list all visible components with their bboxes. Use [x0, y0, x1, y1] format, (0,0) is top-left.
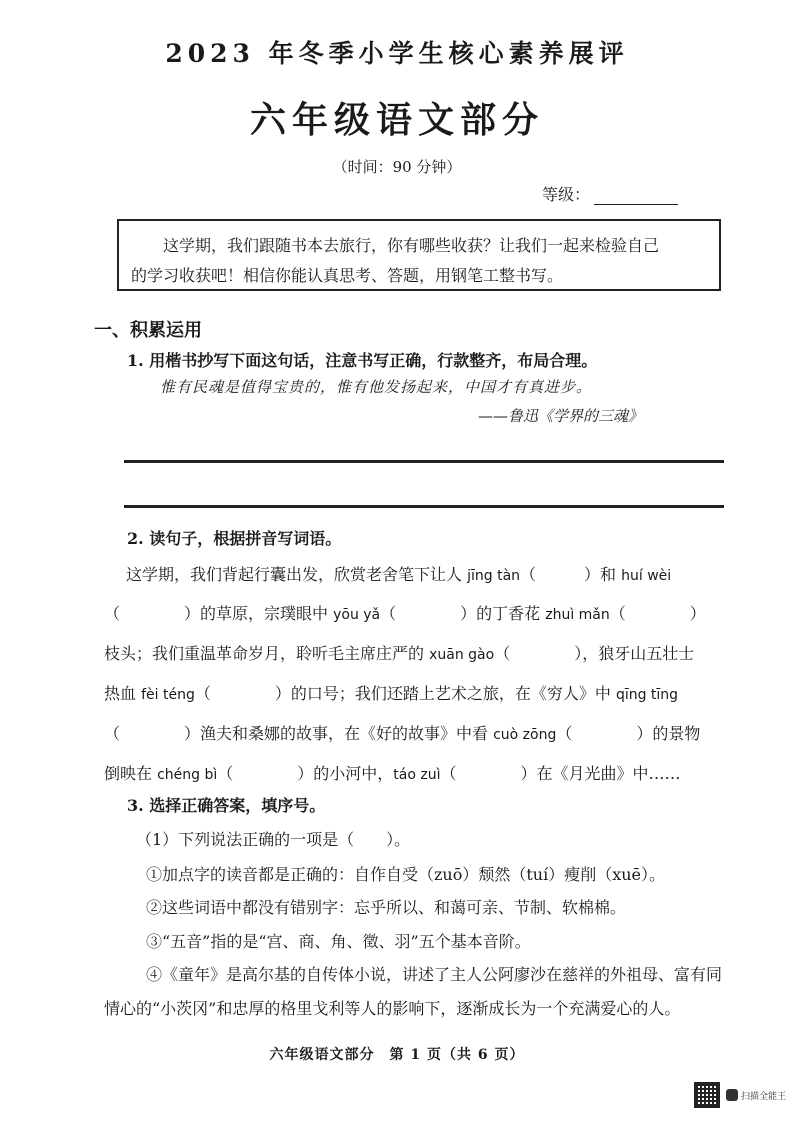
quote-text: 惟有民魂是值得宝贵的，惟有他发扬起来，中国才有真进步。 — [160, 378, 593, 396]
intro-box — [117, 219, 721, 291]
answer-blank[interactable]: （ ）在《月光曲》中…… — [440, 764, 681, 783]
grade-field — [542, 182, 678, 205]
grade-blank[interactable] — [594, 188, 678, 205]
passage-line-6: 倒映在 chéng bì（ ）的小河中，táo zuì（ ）在《月光曲》中…… — [104, 764, 681, 783]
intro-line-1: 这学期，我们跟随书本去旅行，你有哪些收获？让我们一起来检验自己 — [163, 236, 660, 255]
answer-blank[interactable]: （ ），狼牙山五壮士 — [494, 644, 695, 663]
pinyin-word: yōu yǎ — [333, 607, 381, 623]
scanner-logo-icon — [726, 1089, 738, 1101]
answer-blank[interactable]: （ ）的口号；我们还踏上艺术之旅，在《穷人》中 — [194, 684, 616, 703]
exam-time: （时间：90 分钟） — [332, 158, 462, 176]
grade-label: 等级： — [542, 185, 591, 204]
writing-line-1[interactable] — [124, 460, 724, 463]
pinyin-word: huí wèi — [621, 568, 672, 584]
answer-blank[interactable]: （ ）和 — [520, 565, 622, 584]
option-2: ②这些词语中都没有错别字：忘乎所以、和蔼可亲、节制、软棉棉。 — [146, 898, 627, 917]
answer-blank[interactable]: （ ）的草原，宗璞眼中 — [104, 604, 334, 623]
writing-line-2[interactable] — [124, 505, 724, 508]
passage-line-1: 这学期，我们背起行囊出发，欣赏老舍笔下让人 jīng tàn（ ）和 huí wèi — [126, 565, 672, 584]
pinyin-word: jīng tàn — [467, 568, 521, 584]
scanner-stamp — [694, 1082, 786, 1108]
qr-code-icon — [694, 1082, 720, 1108]
pinyin-word: chéng bì — [157, 767, 218, 783]
pinyin-word: xuān gào — [429, 647, 495, 663]
passage-line-2 — [104, 601, 706, 624]
option-4-line-2: 情心的“小茨冈”和忠厚的格里戈利等人的影响下，逐渐成长为一个充满爱心的人。 — [104, 999, 681, 1018]
pinyin-word: cuò zōng — [493, 727, 557, 743]
question-3-1-prompt: （1）下列说法正确的一项是（ ）。 — [136, 830, 411, 849]
intro-line-2: 的学习收获吧！相信你能认真思考、答题，用钢笔工整书写。 — [131, 266, 564, 285]
answer-blank[interactable]: （ ）渔夫和桑娜的故事，在《好的故事》中看 — [104, 724, 494, 743]
option-1: ①加点字的读音都是正确的：自作自受（zuō）颓然（tuí）瘦削（xuē）。 — [146, 865, 666, 884]
passage-line-5 — [104, 721, 700, 744]
pinyin-word: táo zuì — [393, 767, 441, 783]
passage-line-4: 热血 fèi téng（ ）的口号；我们还踏上艺术之旅，在《穷人》中 qīng tīng — [104, 684, 679, 703]
question-3-title: 3. 选择正确答案，填序号。 — [127, 796, 326, 815]
option-4-line-1: ④《童年》是高尔基的自传体小说，讲述了主人公阿廖沙在慈祥的外祖母、富有同 — [146, 965, 723, 984]
question-1-title: 1. 用楷书抄写下面这句话，注意书写正确，行款整齐，布局合理。 — [127, 351, 598, 370]
pinyin-word: qīng tīng — [615, 687, 679, 703]
exam-subtitle: 六年级语文部分 — [249, 99, 544, 141]
scanner-name: 扫描全能王 — [741, 1091, 787, 1102]
answer-blank[interactable]: （ ）的丁香花 — [380, 604, 546, 623]
exam-title: 2023 年冬季小学生核心素养展评 — [165, 39, 629, 68]
answer-blank[interactable]: （ ） — [609, 604, 706, 623]
page-footer: 六年级语文部分 第 1 页（共 6 页） — [269, 1047, 525, 1063]
question-2-title: 2. 读句子，根据拼音写词语。 — [127, 529, 342, 548]
answer-blank[interactable]: （ ）的景物 — [556, 724, 701, 743]
passage-line-3: 枝头；我们重温革命岁月，聆听毛主席庄严的 xuān gào（ ），狼牙山五壮士 — [104, 644, 695, 663]
quote-source: ——鲁迅《学界的三魂》 — [478, 407, 644, 425]
pinyin-word: fèi téng — [141, 687, 195, 703]
pinyin-word: zhuì mǎn — [545, 607, 610, 623]
section-title: 一、积累运用 — [94, 320, 202, 341]
answer-blank[interactable]: （ ）的小河中， — [217, 764, 394, 783]
option-3: ③“五音”指的是“宫、商、角、徵、羽”五个基本音阶。 — [146, 932, 531, 951]
